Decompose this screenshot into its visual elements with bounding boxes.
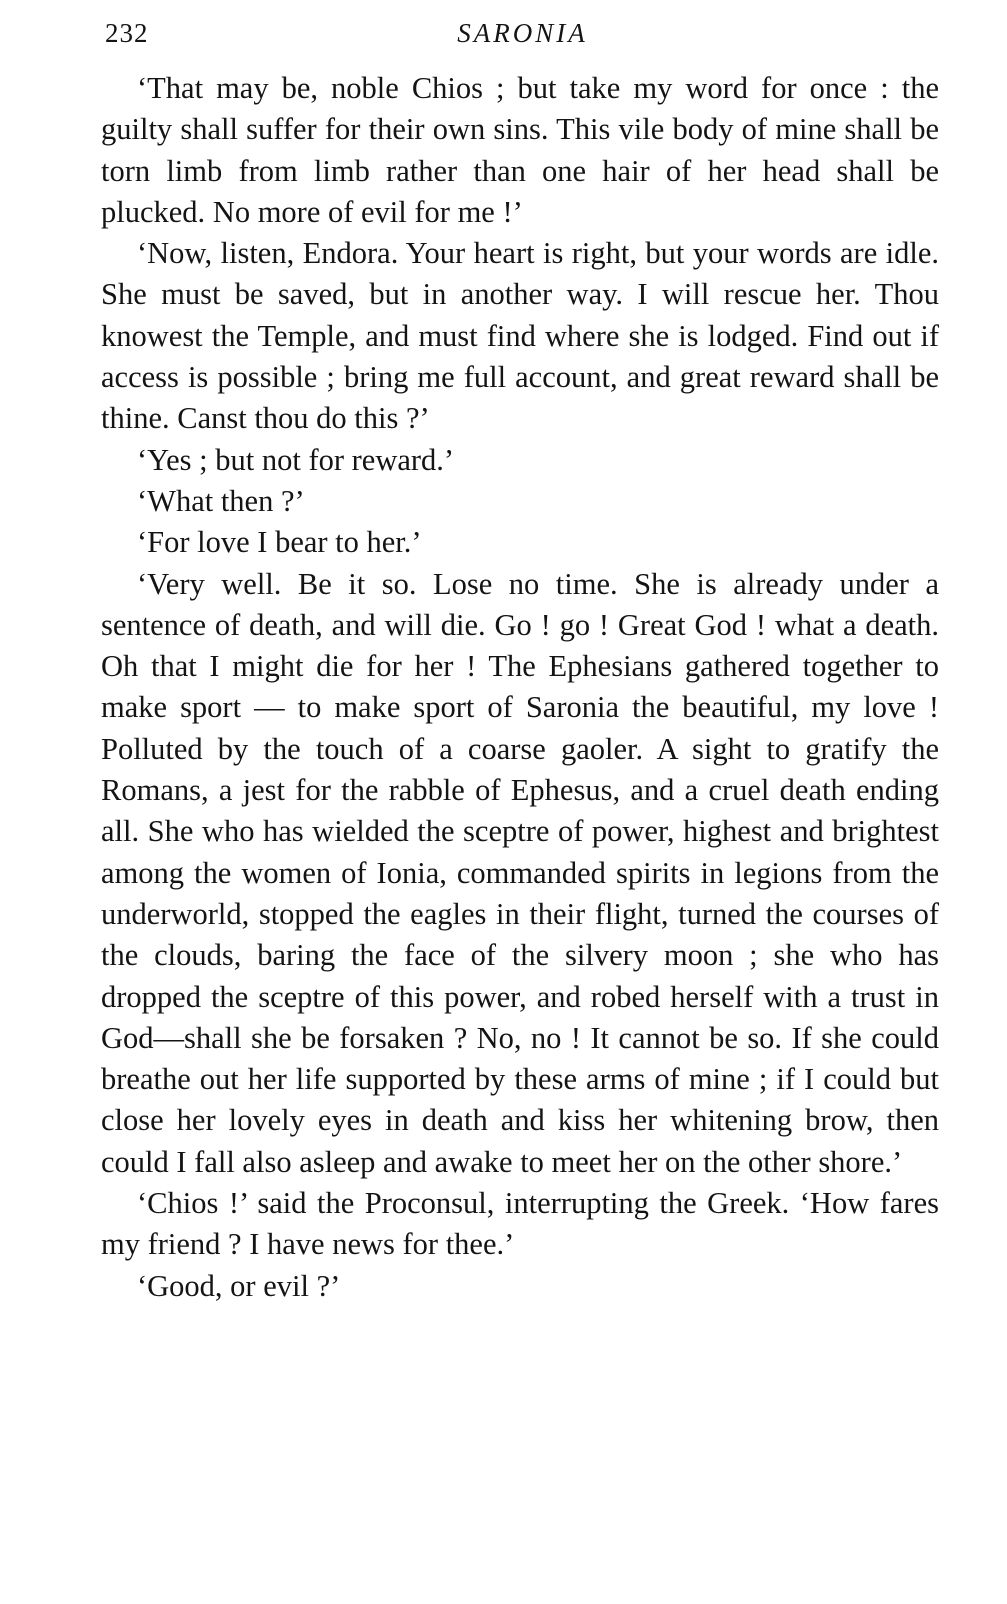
running-title: SARONIA bbox=[457, 18, 588, 48]
paragraph: ‘Good, or evil ?’ bbox=[137, 1268, 341, 1303]
paragraph: ‘Yes ; but not for reward.’ bbox=[137, 442, 455, 477]
page-header bbox=[105, 10, 940, 54]
paragraph: ‘Very well. Be it so. Lose no time. She is already under a sentence of death, and will die. Go ! go ! Great God ! what a death. Oh that I might die for her ! The Ephesians gathered together to make sport — to make sport of Saronia the beautiful, my love ! Polluted by the touch of a coarse gaoler. A sight to gratify the Romans, a jest for the rabble of Ephesus, and a cruel death ending all. She who has wielded the sceptre of power, highest and brightest among the women of Ionia, commanded spirits in legions from the underworld, stopped the eagles in their flight, turned the courses of the clouds, baring the face of the silvery moon ; she who has dropped the sceptre of this power, and robed herself with a trust in God—shall she be forsaken ? No, no ! It cannot be so. If she could breathe out her life supported by these arms of mine ; if I could but close her lovely eyes in death and kiss her whitening brow, then could I fall also asleep and awake to meet her on the other shore.’ bbox=[101, 566, 939, 1179]
paragraph: ‘Now, listen, Endora. Your heart is right, but your words are idle. She must be saved, but in another way. I will rescue her. Thou knowest the Temple, and must find where she is lodged. Find out if access is possible ; bring me full account, and great reward shall be thine. Canst thou do this ?’ bbox=[101, 236, 939, 436]
paragraph: ‘For love I bear to her.’ bbox=[137, 525, 422, 560]
paragraph: ‘That may be, noble Chios ; but take my word for once : the guilty shall suffer for their own sins. This vile body of mine shall be torn limb from limb rather than one hair of her head shall be plucked. No more of evil for me !’ bbox=[101, 71, 939, 229]
paragraph: ‘Chios !’ said the Proconsul, interrupting the Greek. ‘How fares my friend ? I have news for thee.’ bbox=[101, 1186, 939, 1262]
body-text bbox=[101, 68, 939, 1307]
paragraph: ‘What then ?’ bbox=[137, 483, 305, 518]
page-number: 232 bbox=[105, 18, 149, 48]
